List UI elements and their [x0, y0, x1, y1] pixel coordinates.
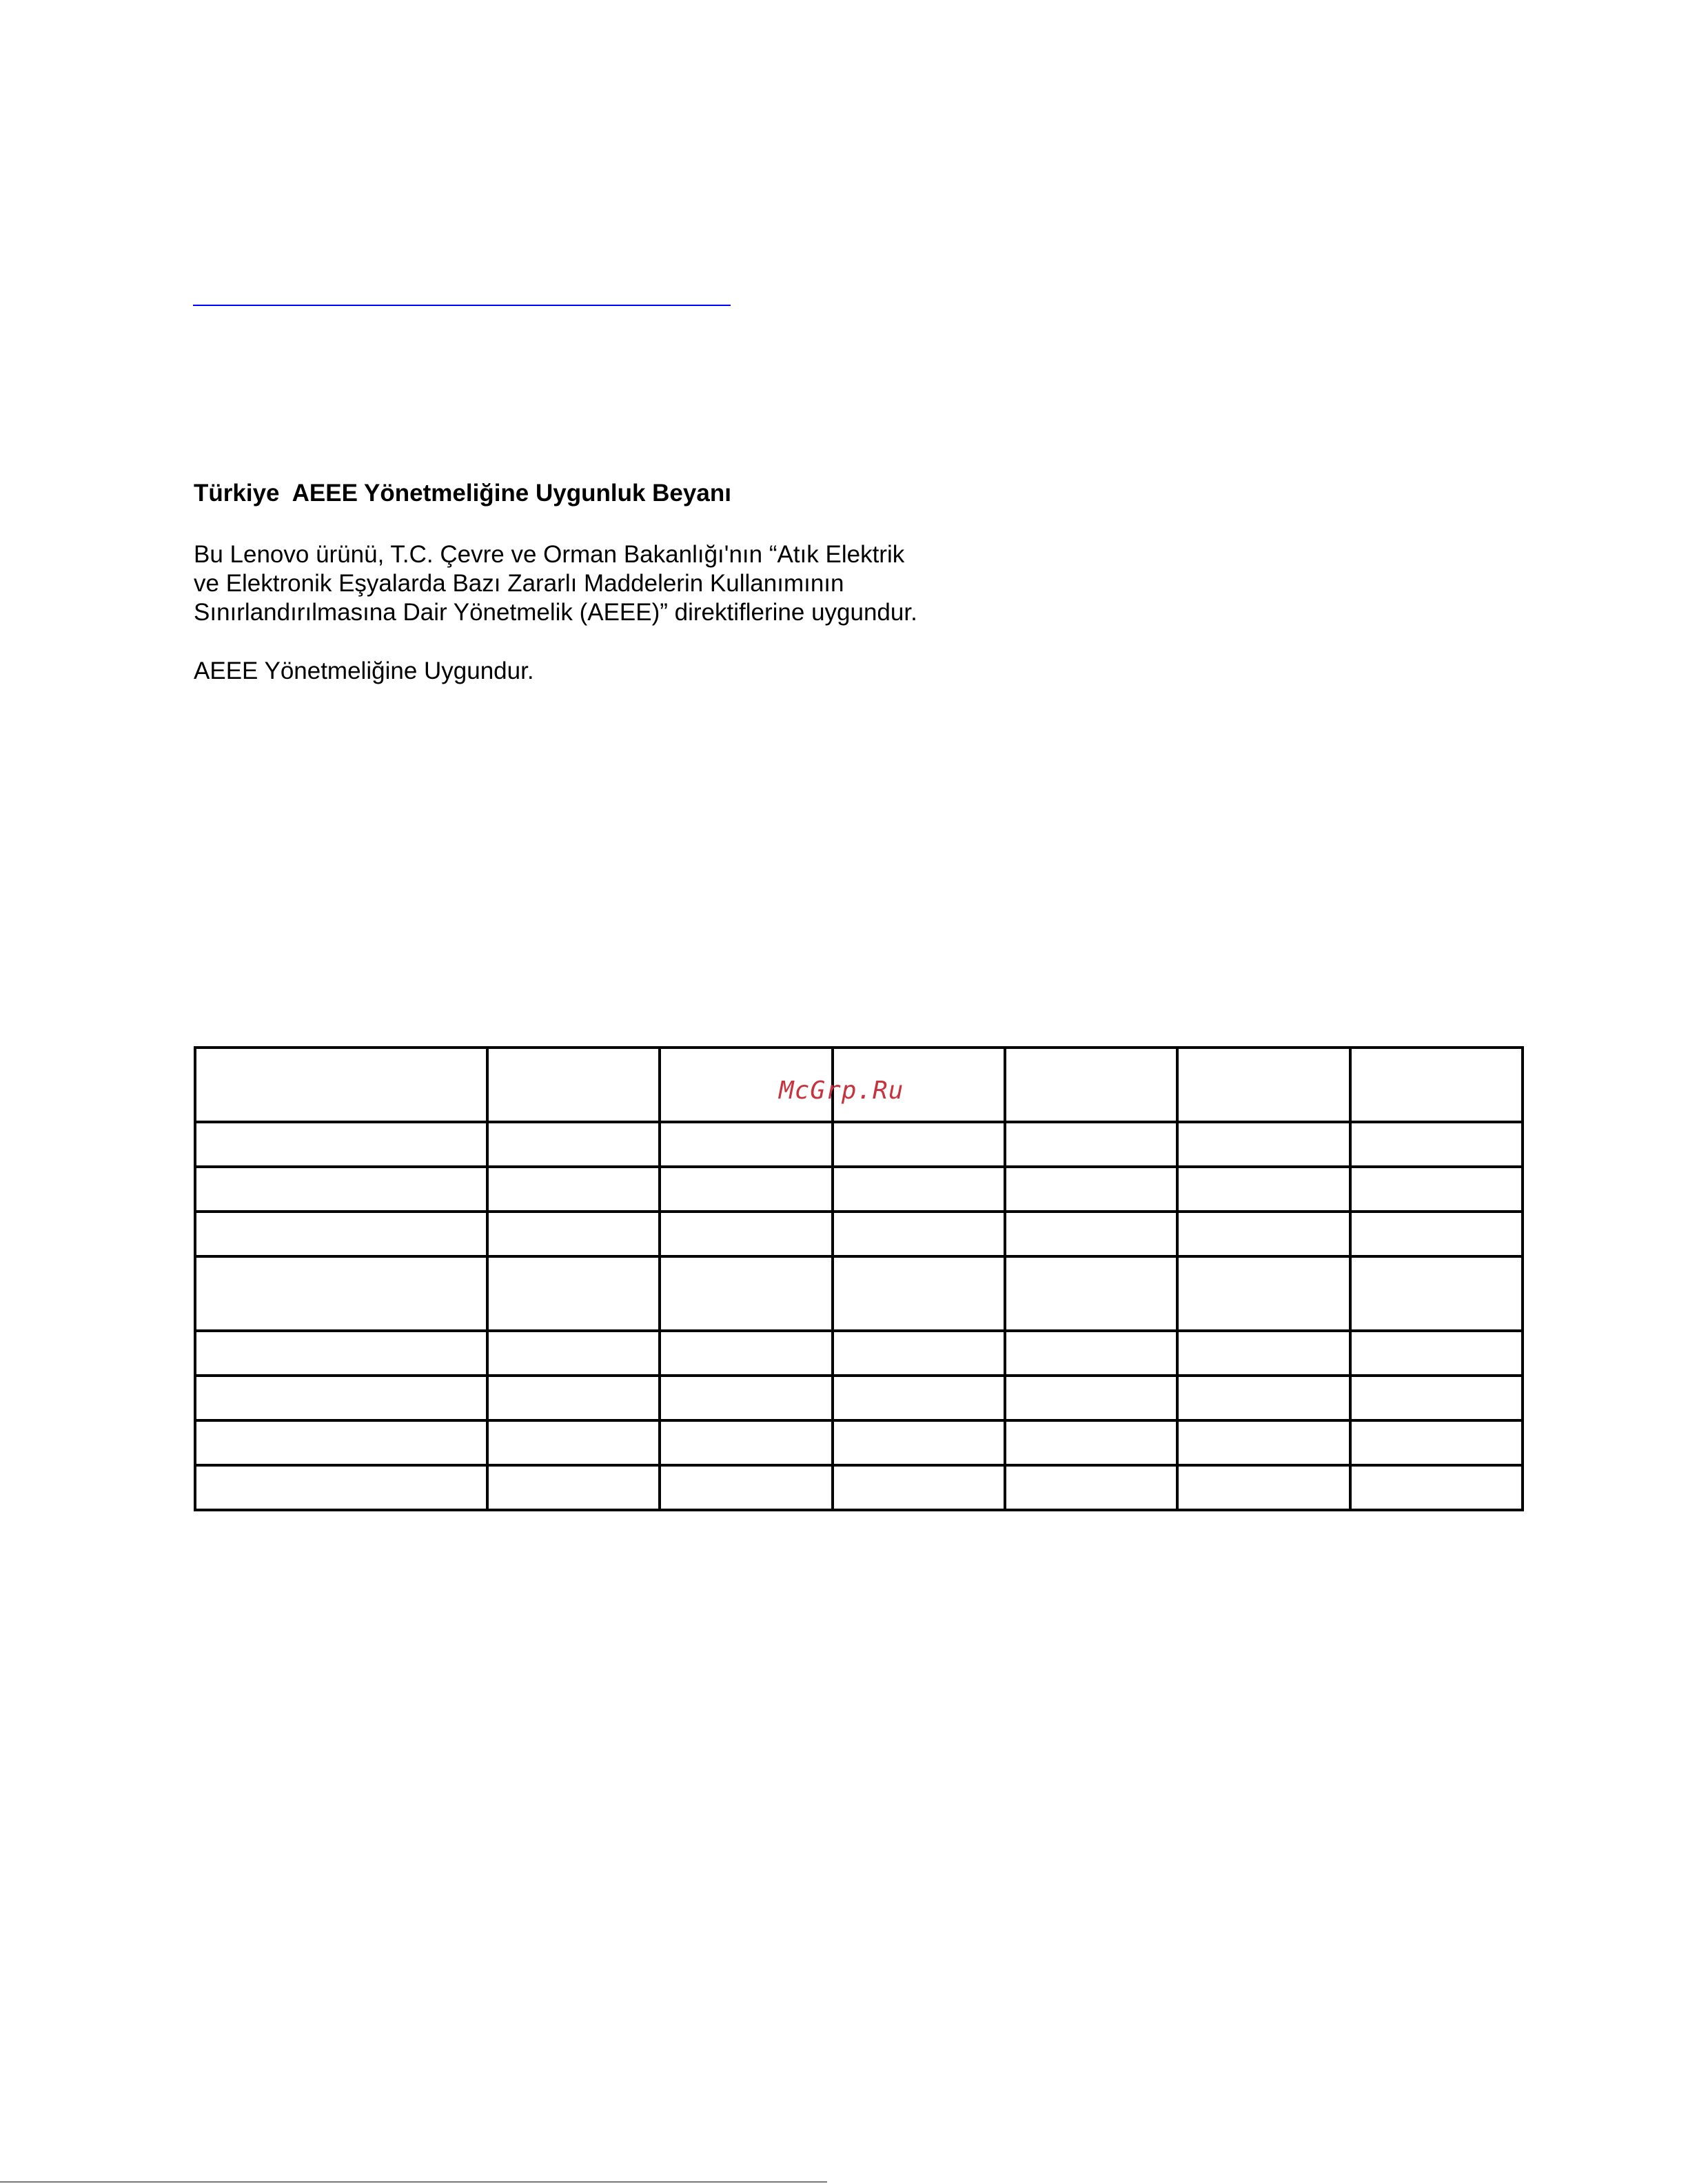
table-row	[195, 1331, 1523, 1376]
table-cell	[1350, 1122, 1523, 1167]
table-row	[195, 1256, 1523, 1331]
table-cell	[487, 1212, 660, 1256]
conformity-statement: AEEE Yönetmeliğine Uygundur.	[194, 657, 534, 684]
table-cell	[195, 1420, 487, 1465]
table-row	[195, 1376, 1523, 1420]
paragraph-line: ve Elektronik Eşyalarda Bazı Zararlı Maddelerin Kullanımının	[194, 570, 844, 597]
table-cell	[1350, 1331, 1523, 1376]
table-cell	[1177, 1167, 1350, 1212]
table-cell	[487, 1122, 660, 1167]
table-cell	[195, 1256, 487, 1331]
table-cell	[487, 1331, 660, 1376]
table-cell	[1177, 1256, 1350, 1331]
table-cell	[1005, 1167, 1177, 1212]
table-cell	[660, 1331, 832, 1376]
page-heading: Türkiye AEEE Yönetmeliğine Uygunluk Beyanı	[194, 480, 731, 507]
table-cell	[195, 1331, 487, 1376]
table-cell	[1350, 1376, 1523, 1420]
table-row	[195, 1122, 1523, 1167]
declaration-paragraph	[194, 540, 917, 627]
table-cell	[833, 1256, 1005, 1331]
table-cell	[1177, 1048, 1350, 1122]
table-cell	[487, 1256, 660, 1331]
table-cell	[833, 1212, 1005, 1256]
table-cell	[833, 1376, 1005, 1420]
table-cell	[1005, 1256, 1177, 1331]
table-cell	[195, 1212, 487, 1256]
table-cell	[1005, 1465, 1177, 1510]
table-cell	[1177, 1122, 1350, 1167]
table-cell	[487, 1465, 660, 1510]
table-cell	[487, 1048, 660, 1122]
paragraph-line: Bu Lenovo ürünü, T.C. Çevre ve Orman Bakanlığı'nın “Atık Elektrik	[194, 541, 905, 568]
paragraph-line: Sınırlandırılmasına Dair Yönetmelik (AEEE)” direktiflerine uygundur.	[194, 599, 917, 626]
table-cell	[833, 1331, 1005, 1376]
table-cell	[660, 1420, 832, 1465]
footer-divider	[0, 2181, 827, 2183]
table-cell	[195, 1048, 487, 1122]
table-cell	[1177, 1420, 1350, 1465]
table-row	[195, 1465, 1523, 1510]
table-cell	[833, 1465, 1005, 1510]
table-cell	[487, 1420, 660, 1465]
table-cell	[1350, 1048, 1523, 1122]
empty-table	[194, 1046, 1524, 1511]
table-cell	[1350, 1256, 1523, 1331]
table-cell	[1005, 1376, 1177, 1420]
watermark-text: McGrp.Ru	[779, 1076, 904, 1105]
table-cell	[1350, 1465, 1523, 1510]
hyperlink-underline[interactable]	[193, 305, 731, 306]
table-cell	[487, 1167, 660, 1212]
table-cell	[1005, 1048, 1177, 1122]
table-cell	[195, 1376, 487, 1420]
table-cell	[1177, 1331, 1350, 1376]
table-cell	[1177, 1465, 1350, 1510]
table-cell	[1177, 1212, 1350, 1256]
table-cell	[1005, 1331, 1177, 1376]
table-row	[195, 1167, 1523, 1212]
table-cell	[1005, 1212, 1177, 1256]
table-cell	[660, 1465, 832, 1510]
table-cell	[1350, 1420, 1523, 1465]
table-cell	[1350, 1212, 1523, 1256]
table-cell	[1005, 1122, 1177, 1167]
table-cell	[195, 1465, 487, 1510]
table-cell	[1005, 1420, 1177, 1465]
table-cell	[1350, 1167, 1523, 1212]
table-cell	[833, 1122, 1005, 1167]
table-cell	[660, 1376, 832, 1420]
table-cell	[660, 1212, 832, 1256]
table-cell	[833, 1420, 1005, 1465]
table-cell	[660, 1167, 832, 1212]
table-cell	[487, 1376, 660, 1420]
table-row	[195, 1212, 1523, 1256]
table-row	[195, 1420, 1523, 1465]
table-cell	[195, 1167, 487, 1212]
table-cell	[833, 1167, 1005, 1212]
table-cell	[195, 1122, 487, 1167]
table-cell	[660, 1122, 832, 1167]
table-cell	[1177, 1376, 1350, 1420]
table-cell	[660, 1256, 832, 1331]
